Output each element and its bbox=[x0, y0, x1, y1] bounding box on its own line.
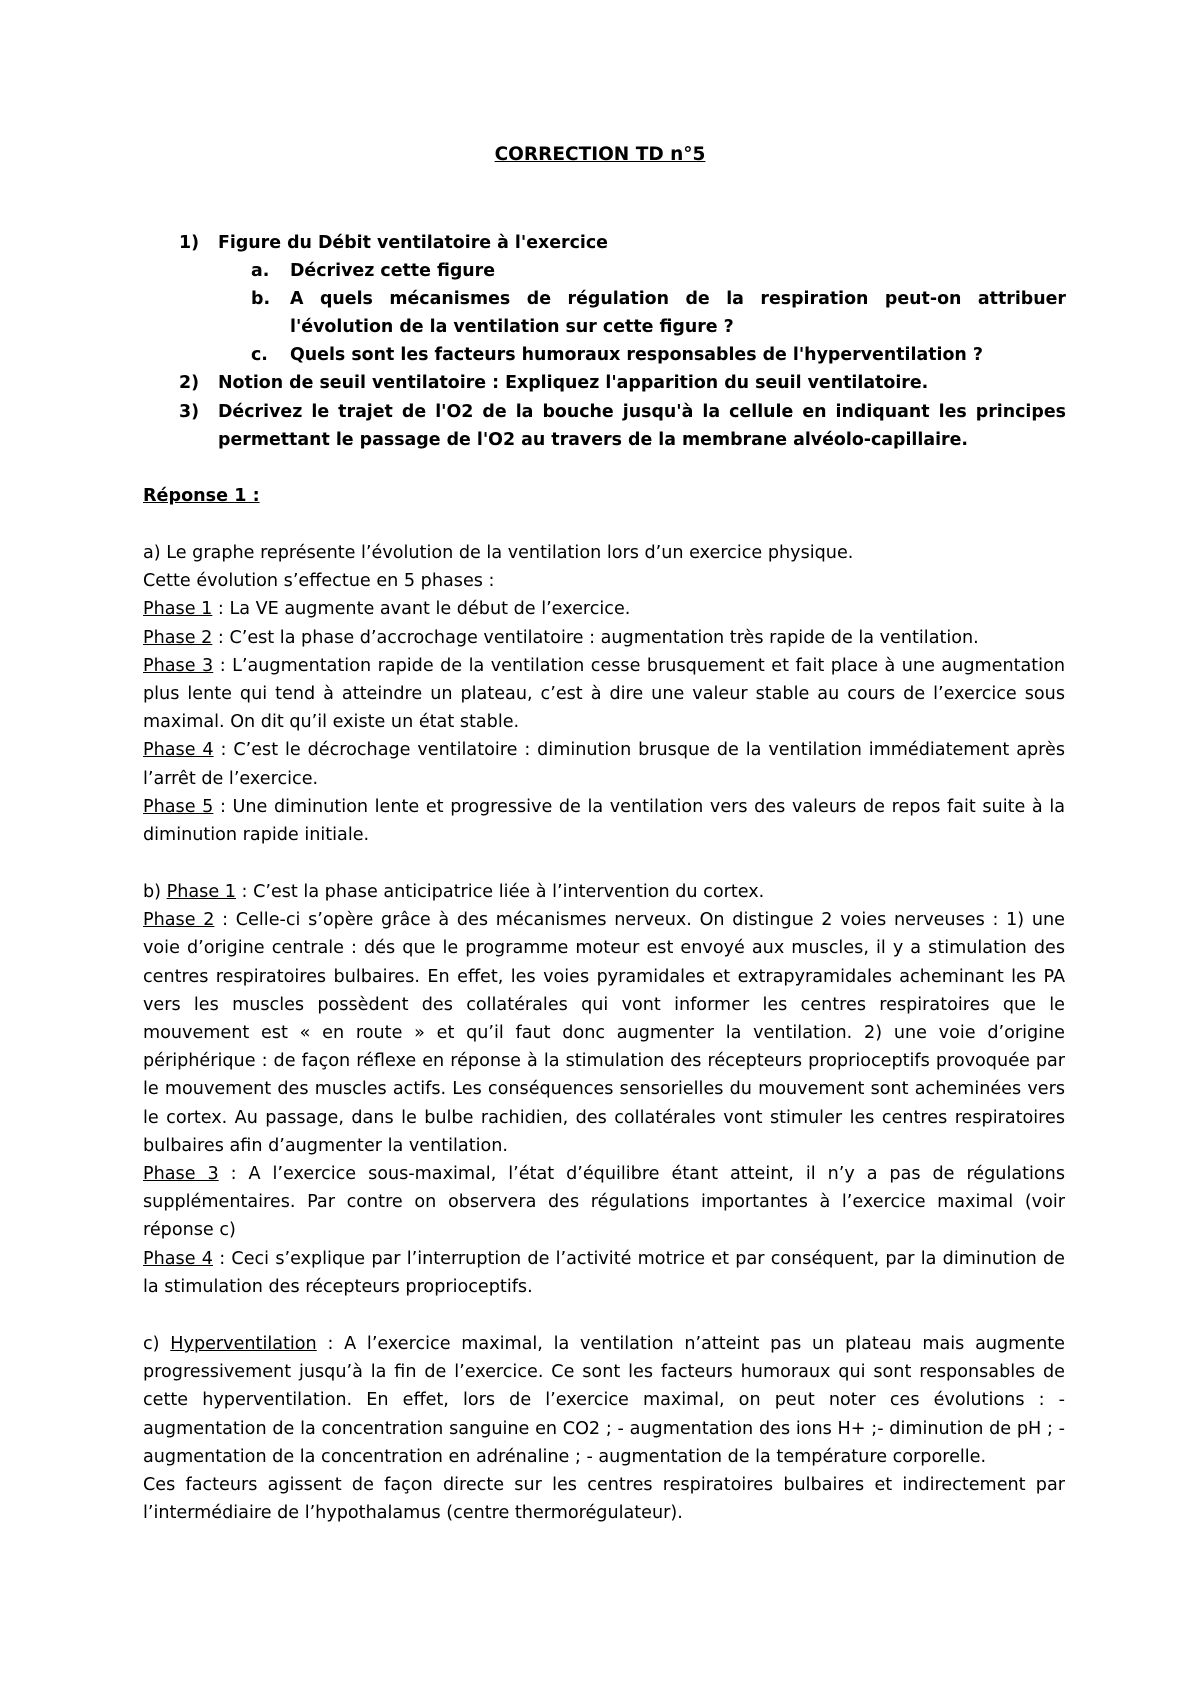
response-title: Réponse 1 : bbox=[143, 486, 260, 506]
answer-c-prefix: c) bbox=[143, 1334, 171, 1354]
question-text: permettant le passage de l'O2 au travers de la membrane alvéolo-capillaire. bbox=[218, 430, 969, 450]
phase-text: : La VE augmente avant le début de l’exercice. bbox=[212, 599, 631, 620]
phase-3 bbox=[143, 652, 1065, 737]
question-number: 2) bbox=[179, 373, 200, 393]
question-text: Décrivez le trajet de l'O2 de la bouche jusqu'à la cellule en indiquant les principes bbox=[218, 402, 1066, 422]
phase-label: Phase 4 bbox=[143, 1248, 213, 1269]
hyperventilation-label: Hyperventilation bbox=[170, 1334, 317, 1354]
phase-text: : Ceci s’explique par l’interruption de l’activité motrice et par conséquent, par la diminution de la stimulation des récepteurs proprioceptifs. bbox=[143, 1248, 1065, 1297]
phase-label: Phase 3 bbox=[143, 655, 214, 676]
phase-text: : L’augmentation rapide de la ventilation cesse brusquement et fait place à une augmentation plus lente qui tend à atteindre un plateau, c’est à dire une valeur stable au cours de l’exercice sous maximal. On dit qu’il existe un état stable. bbox=[143, 655, 1065, 733]
hyperventilation-text: : A l’exercice maximal, la ventilation n’atteint pas un plateau mais augmente progressivement jusqu’à la fin de l’exercice. Ce sont les facteurs humoraux qui sont responsables de cette hyperventilation. En effet, lors de l’exercice maximal, on peut noter ces évolutions : - augmentation de la concentration sanguine en CO2 ; - augmentation des ions H+ ;- diminution de pH ; - augmentation de la concentration en adrénaline ; - augmentation de la température corporelle. bbox=[143, 1334, 1065, 1467]
hyperventilation-paragraph-2: Ces facteurs agissent de façon directe sur les centres respiratoires bulbaires et indirectement par l’intermédiaire de l’hypothalamus (centre thermorégulateur). bbox=[143, 1475, 1065, 1524]
phase-label: Phase 1 bbox=[166, 882, 236, 902]
phase-text: : C’est la phase anticipatrice liée à l’intervention du cortex. bbox=[235, 882, 765, 902]
question-text: l'évolution de la ventilation sur cette figure ? bbox=[290, 317, 734, 337]
phase-text: : C’est la phase d’accrochage ventilatoire : augmentation très rapide de la ventilation. bbox=[212, 627, 979, 648]
question-number: 3) bbox=[179, 402, 200, 422]
phase-label: Phase 3 bbox=[143, 1164, 219, 1185]
question-number: 1) bbox=[179, 233, 200, 253]
phase-2 bbox=[143, 624, 1065, 652]
phase-label: Phase 1 bbox=[143, 599, 213, 620]
question-text: Quels sont les facteurs humoraux responsables de l'hyperventilation ? bbox=[290, 345, 983, 365]
phase-text: : C’est le décrochage ventilatoire : diminution brusque de la ventilation immédiatement après l’arrêt de l’exercice. bbox=[143, 740, 1065, 789]
answer-b-prefix: b) bbox=[143, 882, 167, 902]
phase-3 bbox=[143, 1160, 1065, 1245]
phase-text: : Une diminution lente et progressive de la ventilation vers des valeurs de repos fait suite à la diminution rapide initiale. bbox=[143, 796, 1065, 846]
phase-text: : A l’exercice sous-maximal, l’état d’équilibre étant atteint, il n’y a pas de régulations supplémentaires. Par contre on observera des régulations importantes à l’exercice maximal (voir réponse c) bbox=[143, 1164, 1065, 1241]
phase-4 bbox=[143, 1245, 1065, 1301]
phase-1 bbox=[143, 595, 1065, 623]
phase-4 bbox=[143, 736, 1065, 792]
question-text: Notion de seuil ventilatoire : Expliquez l'apparition du seuil ventilatoire. bbox=[218, 373, 929, 393]
question-text: Décrivez cette figure bbox=[290, 261, 496, 281]
phase-1 bbox=[143, 878, 1065, 906]
hyperventilation-paragraph bbox=[143, 1330, 1065, 1471]
question-text: Figure du Débit ventilatoire à l'exercice bbox=[218, 233, 608, 253]
phase-label: Phase 2 bbox=[143, 627, 213, 648]
question-sublabel: a. bbox=[251, 261, 270, 281]
phase-5 bbox=[143, 793, 1065, 849]
question-sublabel: b. bbox=[251, 289, 271, 309]
phase-text: : Celle-ci s’opère grâce à des mécanismes nerveux. On distingue 2 voies nerveuses : 1) une voie d’origine centrale : dés que le programme moteur est envoyé aux muscles, il y a stimulation des centres respiratoires bulbaires. En effet, les voies pyramidales et extrapyramidales acheminant les PA vers les muscles possèdent des collatérales qui vont informer les centres respiratoires que le mouvement est « en route » et qu’il faut donc augmenter la ventilation. 2) une voie d’origine périphérique : de façon réflexe en réponse à la stimulation des récepteurs proprioceptifs provoquée par le mouvement des muscles actifs. Les conséquences sensorielles du mouvement sont acheminées vers le cortex. Au passage, dans le bulbe rachidien, des collatérales vont stimuler les centres respiratoires bulbaires afin d’augmenter la ventilation. bbox=[143, 910, 1065, 1156]
question-text: A quels mécanismes de régulation de la respiration peut-on attribuer bbox=[290, 289, 1066, 309]
answer-b bbox=[143, 878, 1065, 1301]
page-title: CORRECTION TD n°5 bbox=[494, 144, 706, 165]
question-sublabel: c. bbox=[251, 345, 268, 365]
answer-a-intro: a) Le graphe représente l’évolution de la ventilation lors d’un exercice physique. bbox=[143, 543, 854, 563]
phase-2 bbox=[143, 906, 1065, 1160]
phase-label: Phase 2 bbox=[143, 910, 215, 931]
answer-a bbox=[143, 539, 1065, 849]
phase-label: Phase 5 bbox=[143, 796, 214, 817]
answer-c bbox=[143, 1330, 1065, 1527]
answer-a-intro-2: Cette évolution s’effectue en 5 phases : bbox=[143, 571, 495, 592]
phase-label: Phase 4 bbox=[143, 740, 214, 761]
